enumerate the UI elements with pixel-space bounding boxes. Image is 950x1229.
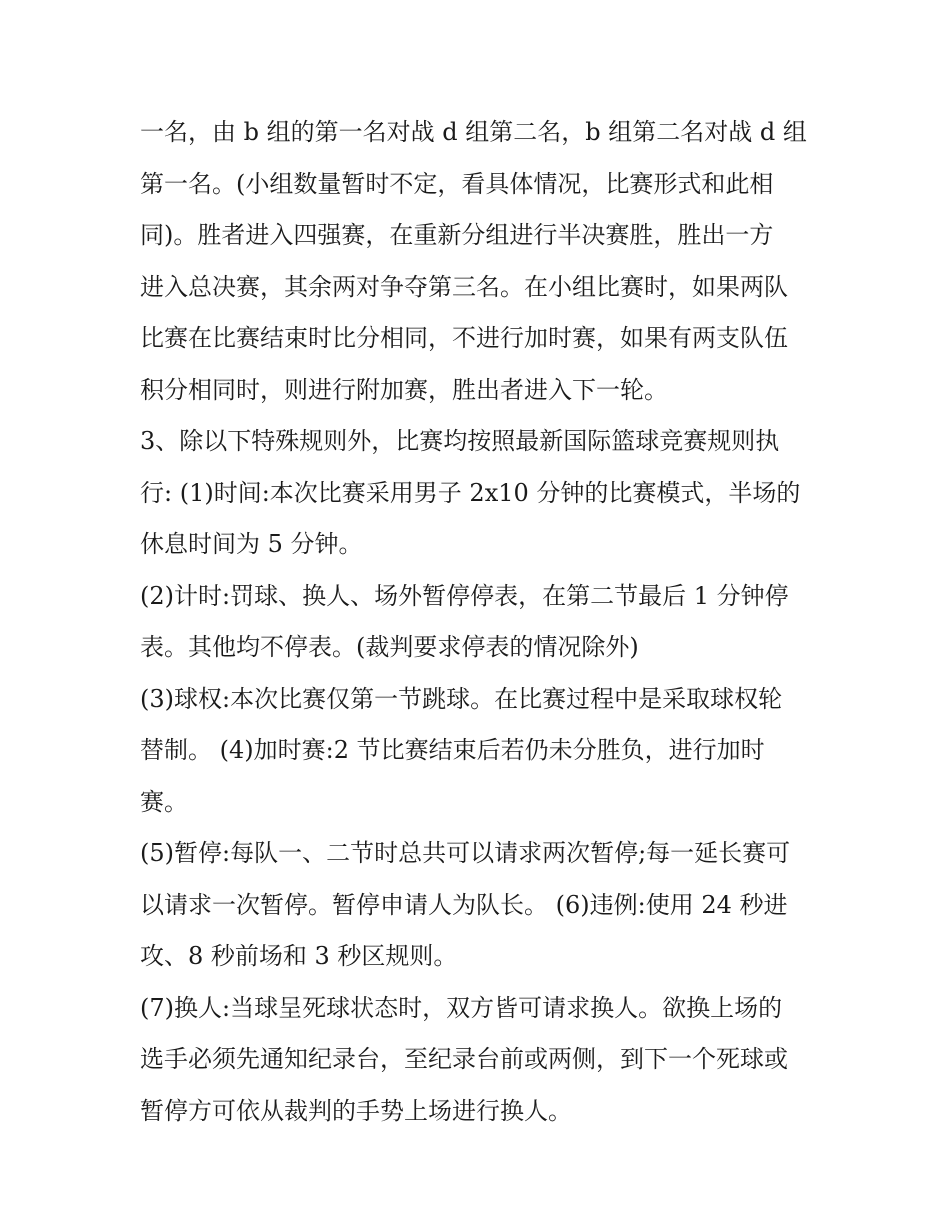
- text-line: 以请求一次暂停。暂停申请人为队长。 (6)违例:使用 24 秒进: [140, 890, 788, 919]
- text-line: (7)换人:当球呈死球状态时，双方皆可请求换人。欲换上场的: [140, 993, 783, 1022]
- text-line: 行: (1)时间:本次比赛采用男子 2x10 分钟的比赛模式，半场的: [140, 478, 801, 507]
- text-line: (2)计时:罚球、换人、场外暂停停表，在第二节最后 1 分钟停: [140, 581, 789, 610]
- text-line: 比赛在比赛结束时比分相同，不进行加时赛，如果有两支队伍: [140, 324, 788, 352]
- text-line: 赛。: [140, 787, 188, 816]
- text-line: 替制。 (4)加时赛:2 节比赛结束后若仍未分胜负，进行加时: [140, 736, 765, 764]
- text-line: 攻、8 秒前场和 3 秒区规则。: [140, 942, 458, 970]
- text-line: 休息时间为 5 分钟。: [140, 530, 363, 558]
- text-line: 第一名。(小组数量暂时不定，看具体情况，比赛形式和此相: [140, 169, 774, 198]
- body-text: [140, 107, 830, 1137]
- text-line: 一名，由 b 组的第一名对战 d 组第二名，b 组第二名对战 d 组: [140, 118, 807, 146]
- text-line: 进入总决赛，其余两对争夺第三名。在小组比赛时，如果两队: [140, 272, 788, 301]
- text-line: 3、除以下特殊规则外，比赛均按照最新国际篮球竞赛规则执: [140, 427, 780, 455]
- text-line: 暂停方可依从裁判的手势上场进行换人。: [140, 1096, 572, 1125]
- text-line: 表。其他均不停表。(裁判要求停表的情况除外): [140, 633, 639, 661]
- text-line: 选手必须先通知纪录台，至纪录台前或两侧，到下一个死球或: [140, 1045, 788, 1073]
- text-line: 同)。胜者进入四强赛，在重新分组进行半决赛胜，胜出一方: [140, 221, 774, 249]
- text-line: (5)暂停:每队一、二节时总共可以请求两次暂停;每一延长赛可: [140, 839, 791, 867]
- text-line: (3)球权:本次比赛仅第一节跳球。在比赛过程中是采取球权轮: [140, 684, 783, 713]
- text-line: 积分相同时，则进行附加赛，胜出者进入下一轮。: [140, 375, 668, 404]
